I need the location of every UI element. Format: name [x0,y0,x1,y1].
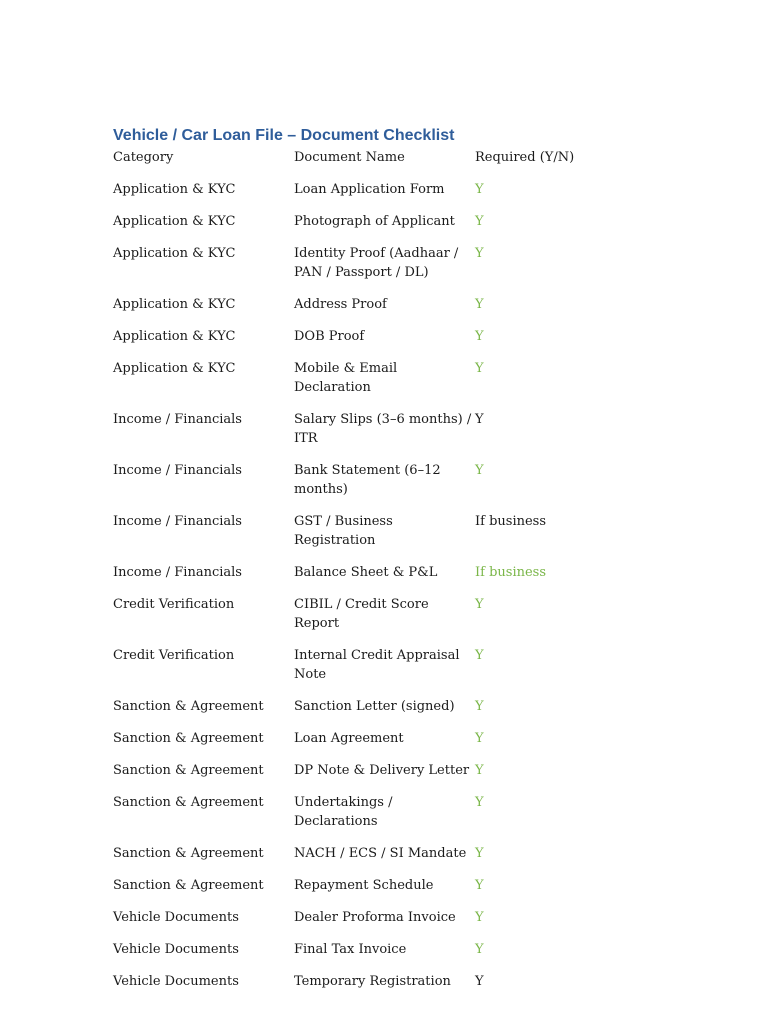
document-title: Vehicle / Car Loan File – Document Checklist [113,127,455,144]
required-cell: Y [475,942,484,957]
category-cell: Income / Financials [113,565,242,580]
category-cell: Sanction & Agreement [113,846,264,861]
document-page [113,124,673,1004]
category-cell: Application & KYC [113,361,236,376]
category-cell: Application & KYC [113,246,236,261]
document-name-cell: GST / Business Registration [294,514,393,548]
table-row [113,410,595,461]
document-name-cell: Loan Agreement [294,731,404,746]
header-category: Category [113,150,174,165]
document-name-cell: Address Proof [294,297,387,312]
table-row [113,244,595,295]
document-name-cell: Internal Credit Appraisal Note [294,648,460,682]
table-row [113,180,595,212]
document-name-cell: Salary Slips (3–6 months) / ITR [294,412,472,446]
table-row [113,940,595,972]
table-row [113,461,595,512]
required-cell: Y [475,597,484,612]
table-row [113,793,595,844]
category-cell: Application & KYC [113,329,236,344]
table-row [113,908,595,940]
table-row [113,646,595,697]
category-cell: Sanction & Agreement [113,795,264,810]
table-row [113,761,595,793]
document-name-cell: Temporary Registration [294,974,451,989]
required-cell: If business [475,514,547,529]
category-cell: Vehicle Documents [113,910,239,925]
document-name-cell: Photograph of Applicant [294,214,455,229]
table-body [113,180,595,1004]
required-cell: Y [475,846,484,861]
table-row [113,595,595,646]
category-cell: Application & KYC [113,214,236,229]
required-cell: Y [475,731,484,746]
required-cell: Y [475,763,484,778]
category-cell: Credit Verification [113,597,235,612]
table-row [113,212,595,244]
table-header-row [113,148,595,180]
category-cell: Sanction & Agreement [113,878,264,893]
document-name-cell: Loan Application Form [294,182,445,197]
table-row [113,844,595,876]
document-name-cell: Bank Statement (6–12 months) [294,463,441,497]
required-cell: Y [475,329,484,344]
checklist-table [113,148,595,1004]
required-cell: Y [475,412,484,427]
header-document-name: Document Name [294,150,405,165]
category-cell: Income / Financials [113,514,242,529]
table-row [113,295,595,327]
category-cell: Vehicle Documents [113,974,239,989]
table-row [113,729,595,761]
document-name-cell: Dealer Proforma Invoice [294,910,456,925]
required-cell: Y [475,297,484,312]
required-cell: Y [475,699,484,714]
table-row [113,327,595,359]
table-row [113,697,595,729]
required-cell: Y [475,974,484,989]
required-cell: Y [475,910,484,925]
required-cell: Y [475,648,484,663]
document-name-cell: Repayment Schedule [294,878,434,893]
document-name-cell: Identity Proof (Aadhaar / PAN / Passport / DL) [294,246,459,280]
category-cell: Vehicle Documents [113,942,239,957]
category-cell: Sanction & Agreement [113,699,264,714]
table-row [113,972,595,1004]
required-cell: Y [475,878,484,893]
category-cell: Credit Verification [113,648,235,663]
required-cell: Y [475,214,484,229]
header-required: Required (Y/N) [475,150,575,165]
category-cell: Application & KYC [113,182,236,197]
table-row [113,876,595,908]
category-cell: Income / Financials [113,463,242,478]
category-cell: Application & KYC [113,297,236,312]
required-cell: Y [475,463,484,478]
required-cell: Y [475,795,484,810]
required-cell: Y [475,246,484,261]
document-name-cell: Sanction Letter (signed) [294,699,455,714]
document-name-cell: Undertakings / Declarations [294,795,393,829]
category-cell: Sanction & Agreement [113,763,264,778]
category-cell: Sanction & Agreement [113,731,264,746]
document-name-cell: Balance Sheet & P&L [294,565,438,580]
document-name-cell: NACH / ECS / SI Mandate [294,846,467,861]
document-name-cell: Final Tax Invoice [294,942,407,957]
document-name-cell: Mobile & Email Declaration [294,361,398,395]
required-cell: If business [475,565,547,580]
document-name-cell: CIBIL / Credit Score Report [294,597,429,631]
required-cell: Y [475,361,484,376]
category-cell: Income / Financials [113,412,242,427]
table-row [113,563,595,595]
table-row [113,359,595,410]
table-row [113,512,595,563]
required-cell: Y [475,182,484,197]
document-name-cell: DP Note & Delivery Letter [294,763,470,778]
document-name-cell: DOB Proof [294,329,365,344]
